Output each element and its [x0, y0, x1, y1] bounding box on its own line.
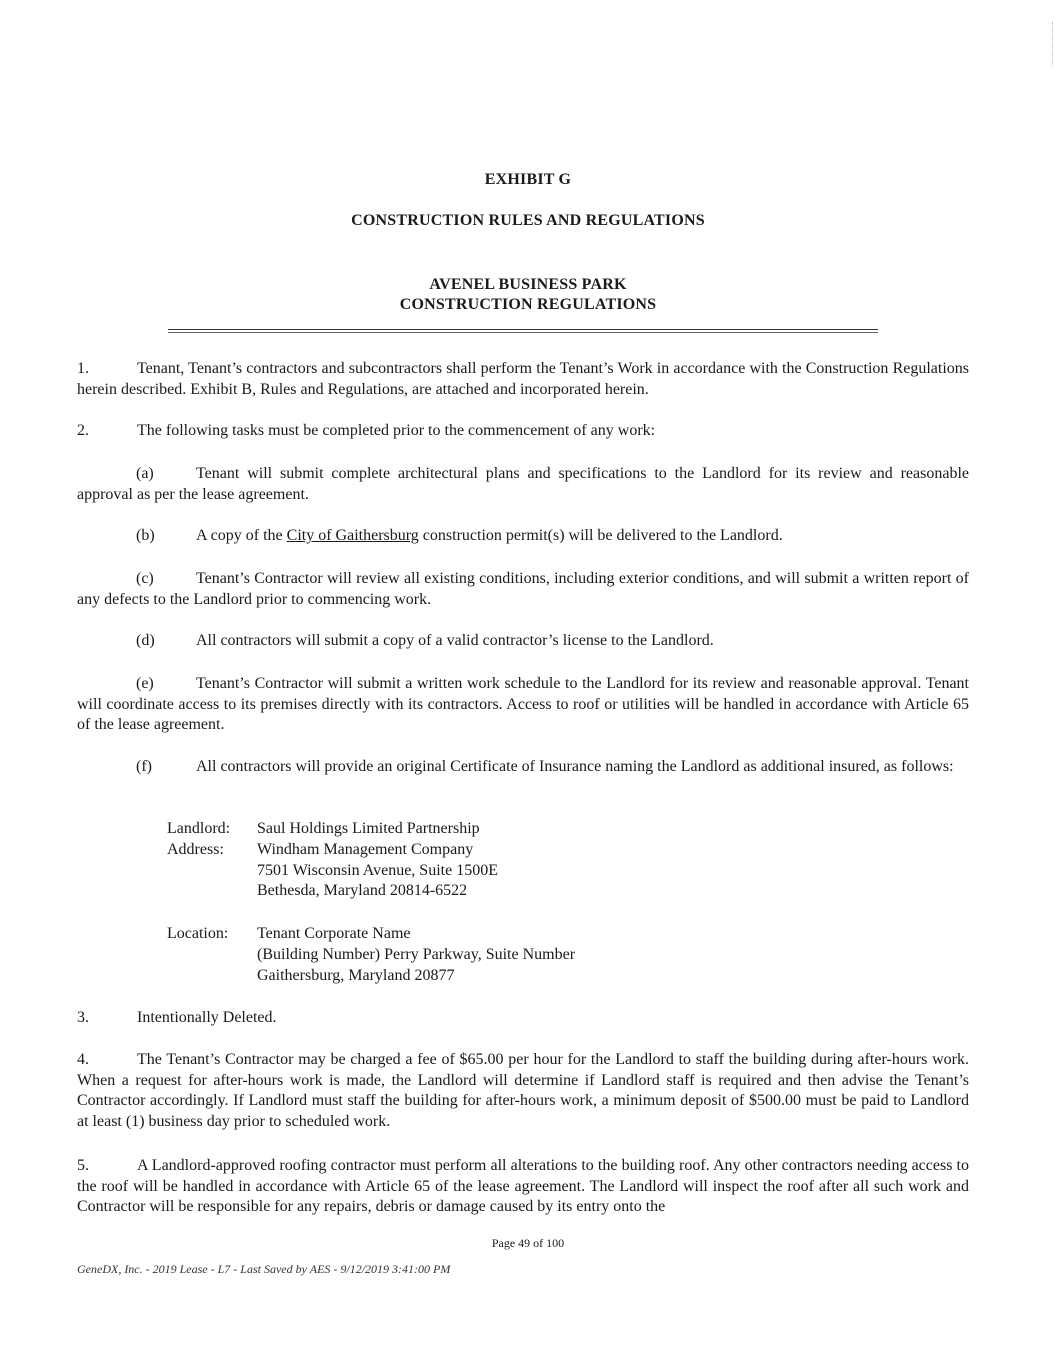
item-label: (e) [136, 675, 154, 692]
location-line-1: Tenant Corporate Name [257, 925, 411, 942]
item-a [77, 464, 969, 505]
item-text-after: construction permit(s) will be delivered to the Landlord. [418, 527, 783, 544]
item-label: (d) [136, 632, 155, 649]
item-label: (b) [136, 527, 155, 544]
paragraph-text: Intentionally Deleted. [137, 1009, 277, 1026]
address-line-2: 7501 Wisconsin Avenue, Suite 1500E [257, 862, 498, 879]
paragraph-number: 1. [77, 360, 89, 377]
paragraph-text: The following tasks must be completed prior to the commencement of any work: [137, 422, 656, 439]
paragraph-1 [77, 359, 969, 400]
paragraph-number: 4. [77, 1051, 89, 1068]
location-line-3: Gaithersburg, Maryland 20877 [257, 967, 455, 984]
landlord-label: Landlord: [167, 820, 231, 837]
address-line-1: Windham Management Company [257, 841, 474, 858]
document-footer: GeneDX, Inc. - 2019 Lease - L7 - Last Saved by AES - 9/12/2019 3:41:00 PM [77, 1262, 451, 1276]
item-label: (c) [136, 570, 154, 587]
paragraph-5 [77, 1156, 969, 1218]
paragraph-2 [77, 421, 969, 442]
address-label: Address: [167, 841, 224, 858]
landlord-value: Saul Holdings Limited Partnership [257, 820, 480, 837]
item-e [77, 674, 969, 736]
subtitle-line-2: CONSTRUCTION REGULATIONS [399, 296, 657, 313]
item-text: Tenant will submit complete architectural plans and specifications to the Landlord for its review and reasonable approval as per the lease agreement. [77, 465, 969, 503]
paragraph-4 [77, 1050, 969, 1132]
item-text: All contractors will provide an original Certificate of Insurance naming the Landlord as additional insured, as follows: [196, 758, 954, 775]
exhibit-heading: EXHIBIT G [484, 171, 572, 188]
page-number: Page 49 of 100 [491, 1236, 565, 1250]
city-link: City of Gaithersburg [286, 527, 419, 544]
item-text-before: A copy of the [196, 527, 287, 544]
paragraph-number: 2. [77, 422, 89, 439]
item-label: (a) [136, 465, 154, 482]
location-label: Location: [167, 925, 229, 942]
paragraph-text: A Landlord-approved roofing contractor must perform all alterations to the building roof. Any other contractors needing access to the roof will be handled in accordance with Article 65 of the lease agreement. The Landlord will inspect the roof after all such work and Contractor will be responsible for any repairs, debris or damage caused by its entry onto the [77, 1157, 969, 1215]
item-c [77, 569, 969, 610]
paragraph-number: 5. [77, 1157, 89, 1174]
item-f [77, 757, 969, 778]
title-rule-bottom [168, 332, 878, 333]
location-line-2: (Building Number) Perry Parkway, Suite Number [257, 946, 576, 963]
item-b [77, 526, 969, 547]
subtitle-line-1: AVENEL BUSINESS PARK [429, 276, 627, 293]
document-title: CONSTRUCTION RULES AND REGULATIONS [351, 212, 705, 229]
item-text: Tenant’s Contractor will review all existing conditions, including exterior conditions, and will submit a written report of any defects to the Landlord prior to commencing work. [77, 570, 969, 608]
paragraph-3 [77, 1008, 969, 1029]
item-text: All contractors will submit a copy of a valid contractor’s license to the Landlord. [196, 632, 714, 649]
margin-mark [1050, 22, 1053, 66]
paragraph-text: Tenant, Tenant’s contractors and subcontractors shall perform the Tenant’s Work in accordance with the Construction Regulations herein described. Exhibit B, Rules and Regulations, are attached and incorporated herein. [77, 360, 969, 398]
paragraph-text: The Tenant’s Contractor may be charged a fee of $65.00 per hour for the Landlord to staff the building during after-hours work. When a request for after-hours work is made, the Landlord will determine if Landlord staff is required and then advise the Tenant’s Contractor accordingly. If Landlord must staff the building for after-hours work, a minimum deposit of $500.00 must be paid to Landlord at least (1) business day prior to scheduled work. [77, 1051, 969, 1130]
item-text: Tenant’s Contractor will submit a written work schedule to the Landlord for its review and reasonable approval. Tenant will coordinate access to its premises directly with its contractors. Access to roof or utilities will be handled in accordance with Article 65 of the lease agreement. [77, 675, 969, 733]
address-line-3: Bethesda, Maryland 20814-6522 [257, 882, 468, 899]
item-label: (f) [136, 758, 152, 775]
title-rule-top [168, 329, 878, 330]
paragraph-number: 3. [77, 1009, 89, 1026]
item-d [77, 631, 969, 652]
